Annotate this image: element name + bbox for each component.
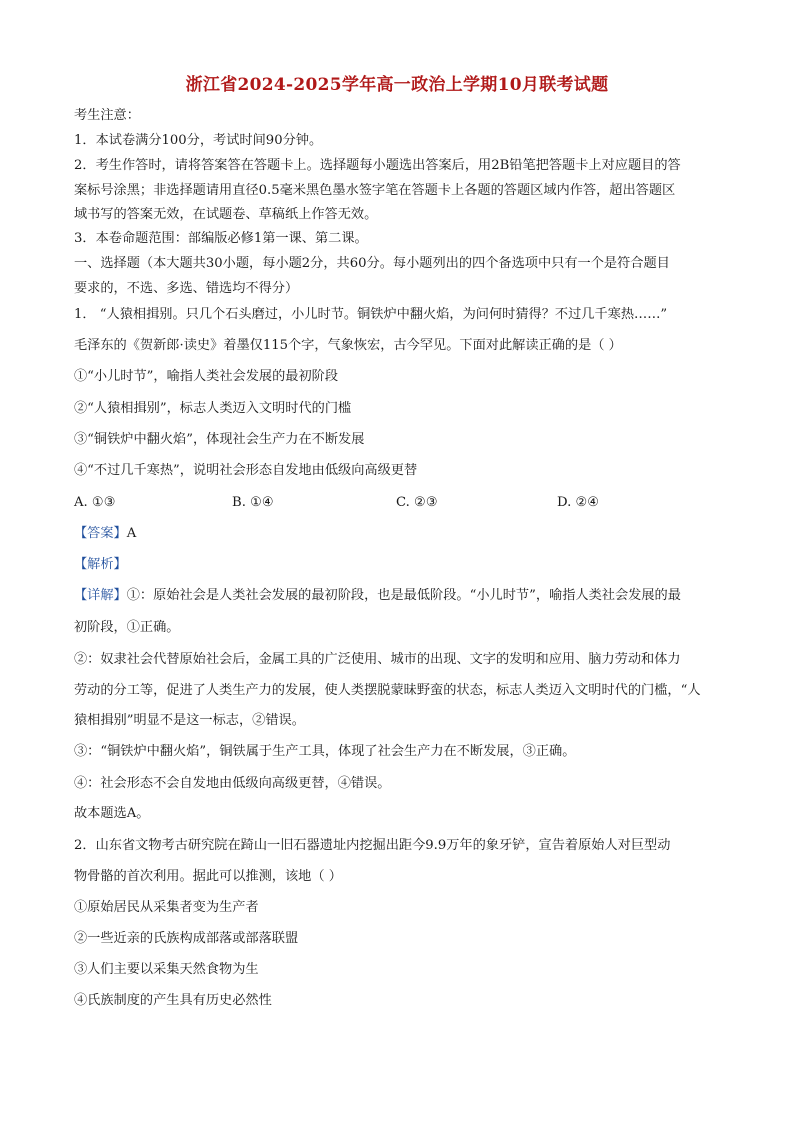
q1-detail-1-line-2: 初阶段，①正确。 <box>74 620 180 635</box>
q1-detail-2-line-1: ②：奴隶社会代替原始社会后，金属工具的广泛使用、城市的出现、文字的发明和应用、脑力劳动和体力 <box>74 652 681 667</box>
q1-detail-2-line-2: 劳动的分工等，促进了人类生产力的发展，使人类摆脱蒙昧野蛮的状态，标志人类迈入文明时代的门槛，“人 <box>74 683 701 698</box>
q1-stem-line-1: 1． “人猿相揖别。只几个石头磨过，小儿时节。铜铁炉中翻火焰，为问何时猜得？不过几千寒热……” <box>74 307 668 322</box>
notice-item-2-line-2: 案标号涂黑；非选择题请用直径0.5毫米黑色墨水签字笔在答题卡上各题的答题区域内作答，超出答题区 <box>74 183 676 198</box>
notice-item-2-line-3: 域书写的答案无效，在试题卷、草稿纸上作答无效。 <box>74 207 378 222</box>
q1-statement-1: ①“小儿时节”，喻指人类社会发展的最初阶段 <box>74 369 339 384</box>
q2-stem-line-1: 2．山东省文物考古研究院在踦山一旧石器遗址内挖掘出距今9.9万年的象牙铲，宣告着原始人对巨型动 <box>74 838 671 853</box>
q1-answer <box>74 526 136 542</box>
q1-option-b: B. ①④ <box>232 495 274 510</box>
page-title: 浙江省2024-2025学年高一政治上学期10月联考试题 <box>185 75 609 95</box>
q2-statement-4: ④氏族制度的产生具有历史必然性 <box>74 993 272 1008</box>
notice-item-3: 3．本卷命题范围：部编版必修1第一课、第二课。 <box>74 231 368 246</box>
q1-option-c: C. ②③ <box>396 495 438 510</box>
analysis-tag: 【解析】 <box>74 557 127 572</box>
q2-statement-3: ③人们主要以采集天然食物为生 <box>74 962 259 977</box>
q1-stem-line-2: 毛泽东的《贺新郎·读史》着墨仅115个字，气象恢宏，古今罕见。下面对此解读正确的是（ ） <box>74 338 622 353</box>
q1-statement-3: ③“铜铁炉中翻火焰”，体现社会生产力在不断发展 <box>74 432 365 447</box>
answer-tag: 【答案】 <box>74 526 127 541</box>
q2-statement-1: ①原始居民从采集者变为生产者 <box>74 900 259 915</box>
q1-detail-4: ④：社会形态不会自发地由低级向高级更替，④错误。 <box>74 776 391 791</box>
section-1-line-1: 一、选择题（本大题共30小题，每小题2分，共60分。每小题列出的四个备选项中只有一个是符合题目 <box>74 256 670 271</box>
answer-value: A <box>126 526 137 541</box>
q1-detail-3: ③：“铜铁炉中翻火焰”，铜铁属于生产工具，体现了社会生产力在不断发展，③正确。 <box>74 744 576 759</box>
q1-detail-1-line-1: 【详解】①：原始社会是人类社会发展的最初阶段，也是最低阶段。“小儿时节”，喻指人类社会发展的最 <box>74 588 681 603</box>
q1-statement-2: ②“人猿相揖别”，标志人类迈入文明时代的门槛 <box>74 401 352 416</box>
detail-tag: 【详解】 <box>74 588 127 603</box>
q1-conclusion: 故本题选A。 <box>74 806 150 821</box>
q2-statement-2: ②一些近亲的氏族构成部落或部落联盟 <box>74 931 299 946</box>
section-1-line-2: 要求的，不选、多选、错选均不得分） <box>74 281 299 296</box>
q1-detail-2-line-3: 猿相揖别”明显不是这一标志，②错误。 <box>74 713 305 728</box>
notice-heading: 考生注意： <box>74 108 140 123</box>
q1-option-a: A. ①③ <box>74 495 116 510</box>
notice-item-1: 1．本试卷满分100分，考试时间90分钟。 <box>74 133 323 148</box>
q1-option-d: D. ②④ <box>557 495 600 510</box>
q1-statement-4: ④“不过几千寒热”，说明社会形态自发地由低级向高级更替 <box>74 463 418 478</box>
notice-item-2-line-1: 2．考生作答时，请将答案答在答题卡上。选择题每小题选出答案后，用2B铅笔把答题卡上对应题目的答 <box>74 158 681 173</box>
q2-stem-line-2: 物骨骼的首次利用。据此可以推测，该地（ ） <box>74 869 342 884</box>
